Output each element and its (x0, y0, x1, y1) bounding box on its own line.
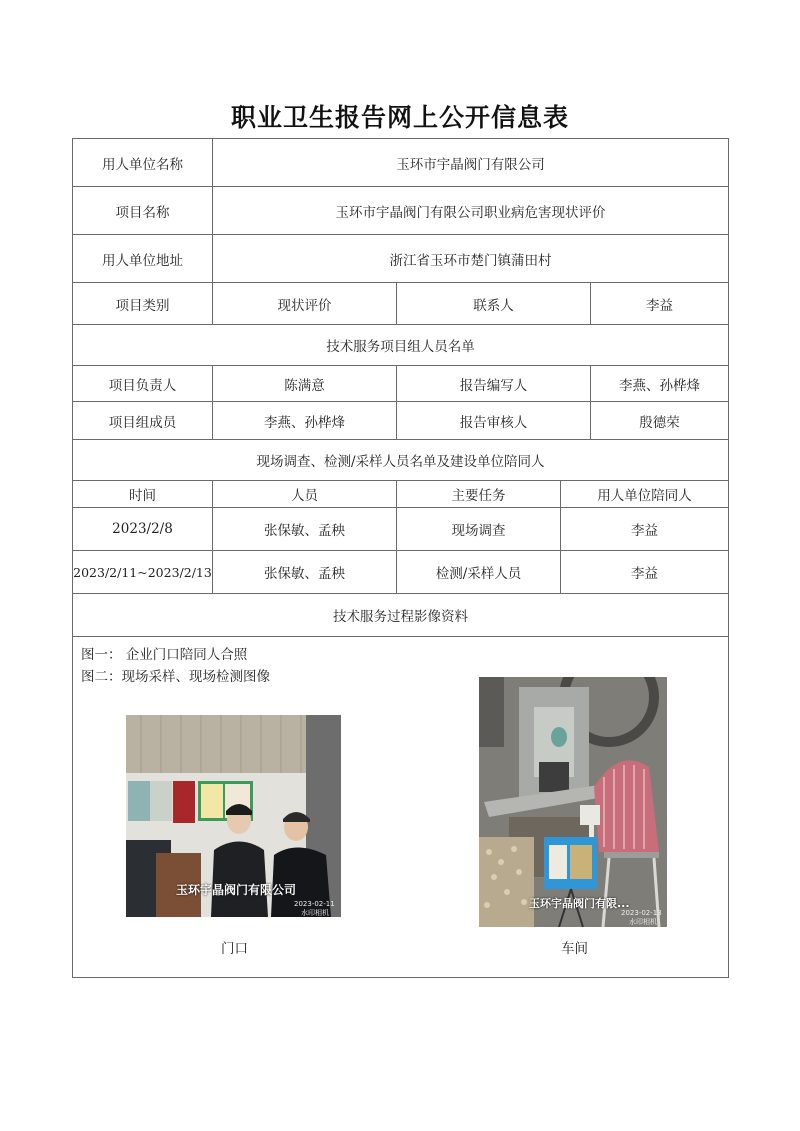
row-images (73, 637, 729, 978)
contact-label: 联系人 (397, 283, 591, 325)
survey-section-title: 现场调查、检测/采样人员名单及建设单位陪同人 (73, 440, 729, 481)
survey-header-row (73, 481, 729, 508)
workshop-photo-date: 2023-02-13 (621, 909, 662, 917)
survey-time: 2023/2/8 (73, 508, 213, 551)
address-label: 用人单位地址 (73, 235, 213, 283)
workshop-photo-stamp: 水印相机 (629, 918, 657, 926)
row-category (73, 283, 729, 325)
survey-escort: 李益 (561, 551, 729, 594)
survey-staff: 张保敏、孟秧 (213, 551, 397, 594)
row-project-name (73, 187, 729, 235)
team-section-title: 技术服务项目组人员名单 (73, 325, 729, 366)
photo-workshop (479, 677, 667, 927)
survey-task: 现场调查 (397, 508, 561, 551)
survey-time: 2023/2/11~2023/2/13 (73, 551, 213, 594)
writer-value: 李燕、孙桦烽 (591, 366, 729, 402)
row-employer-name (73, 139, 729, 187)
col-header-time: 时间 (73, 481, 213, 508)
workshop-photo-illustration (479, 677, 667, 927)
project-name-label: 项目名称 (73, 187, 213, 235)
leader-value: 陈满意 (213, 366, 397, 402)
members-value: 李燕、孙桦烽 (213, 402, 397, 440)
col-header-escort: 用人单位陪同人 (561, 481, 729, 508)
row-team-title (73, 325, 729, 366)
contact-value: 李益 (591, 283, 729, 325)
info-table (72, 138, 729, 978)
document-title: 职业卫生报告网上公开信息表 (230, 103, 569, 132)
row-images-title (73, 594, 729, 637)
workshop-photo-watermark: 玉环宇晶阀门有限... (529, 897, 630, 910)
survey-staff: 张保敏、孟秧 (213, 508, 397, 551)
row-survey-title (73, 440, 729, 481)
employer-name-label: 用人单位名称 (73, 139, 213, 187)
col-header-task: 主要任务 (397, 481, 561, 508)
reviewer-label: 报告审核人 (397, 402, 591, 440)
row-team-leader (73, 366, 729, 402)
survey-escort: 李益 (561, 508, 729, 551)
employer-name-value: 玉环市宇晶阀门有限公司 (213, 139, 729, 187)
writer-label: 报告编写人 (397, 366, 591, 402)
survey-task: 检测/采样人员 (397, 551, 561, 594)
address-value: 浙江省玉环市楚门镇蒲田村 (213, 235, 729, 283)
table-row (73, 508, 729, 551)
row-team-members (73, 402, 729, 440)
leader-label: 项目负责人 (73, 366, 213, 402)
images-cell (73, 637, 729, 978)
images-section-title: 技术服务过程影像资料 (73, 594, 729, 637)
table-row (73, 551, 729, 594)
photo-gate-label: 门口 (221, 941, 248, 957)
reviewer-value: 殷德荣 (591, 402, 729, 440)
members-label: 项目组成员 (73, 402, 213, 440)
category-label: 项目类别 (73, 283, 213, 325)
gate-photo-watermark: 玉环宇晶阀门有限公司 (176, 883, 297, 897)
col-header-staff: 人员 (213, 481, 397, 508)
row-address (73, 235, 729, 283)
caption-1: 图一： 企业门口陪同人合照 (81, 647, 248, 663)
photo-workshop-label: 车间 (561, 941, 588, 957)
category-value: 现状评价 (213, 283, 397, 325)
caption-2: 图二：现场采样、现场检测图像 (81, 669, 270, 685)
gate-photo-stamp: 水印相机 (301, 909, 329, 917)
gate-photo-date: 2023-02-11 (294, 900, 335, 908)
photo-gate (126, 715, 341, 917)
project-name-value: 玉环市宇晶阀门有限公司职业病危害现状评价 (213, 187, 729, 235)
